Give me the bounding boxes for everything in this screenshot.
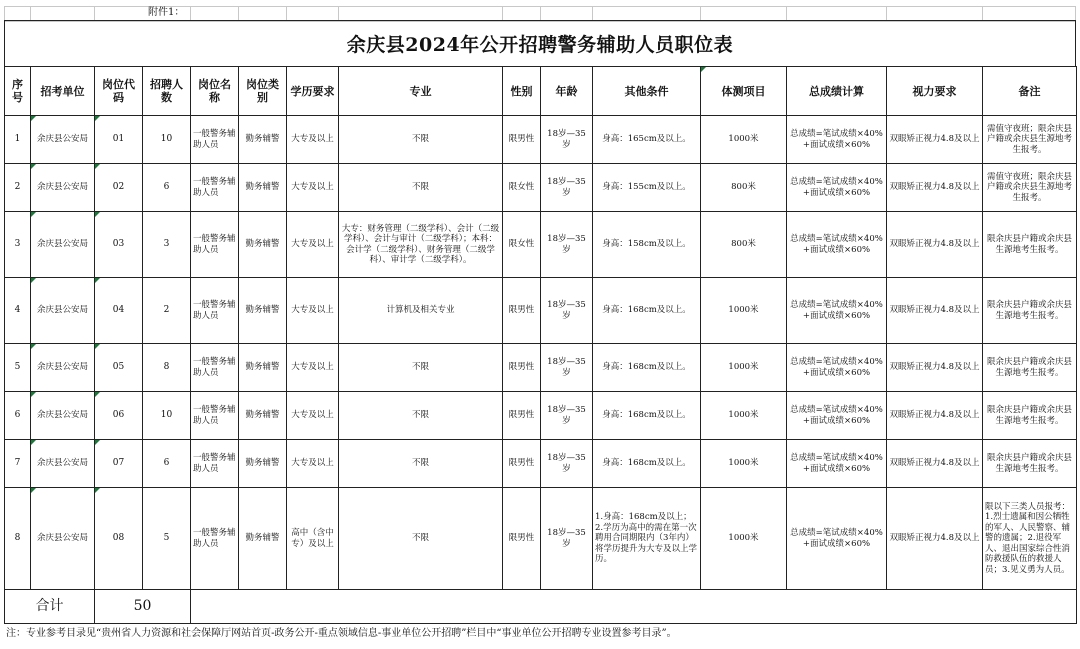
- row-major: 不限: [339, 116, 503, 164]
- row-vision: 双眼矫正视力4.8及以上: [887, 488, 983, 590]
- header-age: 年龄: [541, 67, 593, 116]
- row-seq: 8: [5, 488, 31, 590]
- row-major: 不限: [339, 488, 503, 590]
- header-category: 岗位类别: [239, 67, 287, 116]
- total-label: 合计: [5, 590, 95, 624]
- row-major: 计算机及相关专业: [339, 278, 503, 344]
- row-unit: 余庆县公安局: [31, 440, 95, 488]
- row-unit: 余庆县公安局: [31, 392, 95, 440]
- row-other: 身高：155cm及以上。: [593, 164, 701, 212]
- row-seq: 2: [5, 164, 31, 212]
- row-other: 身高：168cm及以上。: [593, 278, 701, 344]
- row-age: 18岁—35岁: [541, 344, 593, 392]
- row-unit: 余庆县公安局: [31, 344, 95, 392]
- row-test: 1000米: [701, 440, 787, 488]
- row-edu: 大专及以上: [287, 116, 339, 164]
- row-score: 总成绩=笔试成绩×40%+面试成绩×60%: [787, 164, 887, 212]
- table-row: [5, 116, 1077, 164]
- row-vision: 双眼矫正视力4.8及以上: [887, 344, 983, 392]
- header-remark: 备注: [983, 67, 1077, 116]
- row-category: 勤务辅警: [239, 440, 287, 488]
- row-count: 5: [143, 488, 191, 590]
- row-gender: 限男性: [503, 488, 541, 590]
- row-code: 01: [95, 116, 143, 164]
- row-name: 一般警务辅助人员: [191, 440, 239, 488]
- header-major: 专业: [339, 67, 503, 116]
- total-count: 50: [95, 590, 191, 624]
- row-other: 身高：168cm及以上。: [593, 392, 701, 440]
- row-edu: 高中（含中专）及以上: [287, 488, 339, 590]
- row-category: 勤务辅警: [239, 164, 287, 212]
- row-other: 身高：168cm及以上。: [593, 440, 701, 488]
- row-test: 800米: [701, 212, 787, 278]
- row-vision: 双眼矫正视力4.8及以上: [887, 116, 983, 164]
- row-gender: 限男性: [503, 278, 541, 344]
- row-code: 07: [95, 440, 143, 488]
- row-remark: 限余庆县户籍或余庆县生源地考生报考。: [983, 392, 1077, 440]
- row-other: 身高：165cm及以上。: [593, 116, 701, 164]
- row-gender: 限男性: [503, 344, 541, 392]
- row-score: 总成绩=笔试成绩×40%+面试成绩×60%: [787, 344, 887, 392]
- header-name: 岗位名称: [191, 67, 239, 116]
- row-age: 18岁—35岁: [541, 440, 593, 488]
- row-count: 6: [143, 164, 191, 212]
- row-gender: 限男性: [503, 440, 541, 488]
- row-remark: 限余庆县户籍或余庆县生源地考生报考。: [983, 278, 1077, 344]
- row-category: 勤务辅警: [239, 392, 287, 440]
- row-name: 一般警务辅助人员: [191, 116, 239, 164]
- row-edu: 大专及以上: [287, 344, 339, 392]
- row-vision: 双眼矫正视力4.8及以上: [887, 278, 983, 344]
- row-count: 10: [143, 116, 191, 164]
- row-age: 18岁—35岁: [541, 488, 593, 590]
- row-other: 1.身高：168cm及以上；2.学历为高中的需在第一次聘用合同期限内（3年内）将学历提升为大专及以上学历。: [593, 488, 701, 590]
- row-name: 一般警务辅助人员: [191, 344, 239, 392]
- row-code: 05: [95, 344, 143, 392]
- table-row: [5, 344, 1077, 392]
- row-score: 总成绩=笔试成绩×40%+面试成绩×60%: [787, 116, 887, 164]
- row-remark: 需值守夜班；限余庆县户籍或余庆县生源地考生报考。: [983, 116, 1077, 164]
- total-empty: [191, 590, 1077, 624]
- row-count: 10: [143, 392, 191, 440]
- row-name: 一般警务辅助人员: [191, 164, 239, 212]
- row-major: 不限: [339, 344, 503, 392]
- row-test: 1000米: [701, 116, 787, 164]
- header-seq: 序号: [5, 67, 31, 116]
- table-row: [5, 212, 1077, 278]
- table-body: [5, 116, 1077, 590]
- row-major: 不限: [339, 392, 503, 440]
- row-age: 18岁—35岁: [541, 212, 593, 278]
- row-category: 勤务辅警: [239, 278, 287, 344]
- row-gender: 限女性: [503, 212, 541, 278]
- row-seq: 6: [5, 392, 31, 440]
- row-age: 18岁—35岁: [541, 116, 593, 164]
- row-age: 18岁—35岁: [541, 278, 593, 344]
- row-unit: 余庆县公安局: [31, 116, 95, 164]
- table-title: 余庆县2024年公开招聘警务辅助人员职位表: [4, 20, 1076, 66]
- row-edu: 大专及以上: [287, 278, 339, 344]
- row-unit: 余庆县公安局: [31, 488, 95, 590]
- row-gender: 限女性: [503, 164, 541, 212]
- row-test: 1000米: [701, 278, 787, 344]
- row-major: 不限: [339, 164, 503, 212]
- row-score: 总成绩=笔试成绩×40%+面试成绩×60%: [787, 278, 887, 344]
- row-count: 3: [143, 212, 191, 278]
- row-test: 1000米: [701, 488, 787, 590]
- row-vision: 双眼矫正视力4.8及以上: [887, 164, 983, 212]
- row-score: 总成绩=笔试成绩×40%+面试成绩×60%: [787, 488, 887, 590]
- row-vision: 双眼矫正视力4.8及以上: [887, 440, 983, 488]
- row-code: 08: [95, 488, 143, 590]
- row-gender: 限男性: [503, 392, 541, 440]
- row-code: 03: [95, 212, 143, 278]
- row-other: 身高：168cm及以上。: [593, 344, 701, 392]
- row-category: 勤务辅警: [239, 116, 287, 164]
- table-row: [5, 164, 1077, 212]
- row-unit: 余庆县公安局: [31, 278, 95, 344]
- row-edu: 大专及以上: [287, 164, 339, 212]
- position-table: [4, 66, 1077, 624]
- row-age: 18岁—35岁: [541, 392, 593, 440]
- row-seq: 3: [5, 212, 31, 278]
- row-code: 02: [95, 164, 143, 212]
- row-name: 一般警务辅助人员: [191, 212, 239, 278]
- row-score: 总成绩=笔试成绩×40%+面试成绩×60%: [787, 440, 887, 488]
- row-edu: 大专及以上: [287, 212, 339, 278]
- row-score: 总成绩=笔试成绩×40%+面试成绩×60%: [787, 212, 887, 278]
- row-category: 勤务辅警: [239, 344, 287, 392]
- header-other: 其他条件: [593, 67, 701, 116]
- row-remark: 需值守夜班；限余庆县户籍或余庆县生源地考生报考。: [983, 164, 1077, 212]
- row-remark: 限以下三类人员报考：1.烈士遗属和因公牺牲的军人、人民警察、辅警的遗属；2.退役军人、退出国家综合性消防救援队伍的救援人员；3.见义勇为人员。: [983, 488, 1077, 590]
- row-remark: 限余庆县户籍或余庆县生源地考生报考。: [983, 212, 1077, 278]
- row-seq: 7: [5, 440, 31, 488]
- row-category: 勤务辅警: [239, 212, 287, 278]
- row-remark: 限余庆县户籍或余庆县生源地考生报考。: [983, 440, 1077, 488]
- row-seq: 5: [5, 344, 31, 392]
- header-gender: 性别: [503, 67, 541, 116]
- table-row: [5, 488, 1077, 590]
- row-name: 一般警务辅助人员: [191, 278, 239, 344]
- header-count: 招聘人数: [143, 67, 191, 116]
- row-other: 身高：158cm及以上。: [593, 212, 701, 278]
- table-row: [5, 278, 1077, 344]
- row-remark: 限余庆县户籍或余庆县生源地考生报考。: [983, 344, 1077, 392]
- row-major: 不限: [339, 440, 503, 488]
- row-unit: 余庆县公安局: [31, 164, 95, 212]
- row-name: 一般警务辅助人员: [191, 392, 239, 440]
- header-edu: 学历要求: [287, 67, 339, 116]
- row-edu: 大专及以上: [287, 440, 339, 488]
- row-edu: 大专及以上: [287, 392, 339, 440]
- row-code: 04: [95, 278, 143, 344]
- row-seq: 4: [5, 278, 31, 344]
- row-gender: 限男性: [503, 116, 541, 164]
- row-count: 6: [143, 440, 191, 488]
- row-category: 勤务辅警: [239, 488, 287, 590]
- row-count: 8: [143, 344, 191, 392]
- row-score: 总成绩=笔试成绩×40%+面试成绩×60%: [787, 392, 887, 440]
- total-row: [5, 590, 1077, 624]
- header-test: 体测项目: [701, 67, 787, 116]
- header-row: [5, 67, 1077, 116]
- row-major: 大专：财务管理（二级学科）、会计（二级学科）、会计与审计（二级学科）；本科：会计学（二级学科）、财务管理（二级学科）、审计学（二级学科）。: [339, 212, 503, 278]
- row-age: 18岁—35岁: [541, 164, 593, 212]
- row-test: 1000米: [701, 344, 787, 392]
- header-unit: 招考单位: [31, 67, 95, 116]
- header-vision: 视力要求: [887, 67, 983, 116]
- row-test: 1000米: [701, 392, 787, 440]
- row-name: 一般警务辅助人员: [191, 488, 239, 590]
- header-code: 岗位代码: [95, 67, 143, 116]
- table-row: [5, 440, 1077, 488]
- row-vision: 双眼矫正视力4.8及以上: [887, 212, 983, 278]
- footnote: 注：专业参考目录见“贵州省人力资源和社会保障厅网站首页-政务公开-重点领域信息-事业单位公开招聘”栏目中“事业单位公开招聘专业设置参考目录”。: [6, 628, 677, 639]
- row-count: 2: [143, 278, 191, 344]
- header-score: 总成绩计算: [787, 67, 887, 116]
- row-seq: 1: [5, 116, 31, 164]
- row-unit: 余庆县公安局: [31, 212, 95, 278]
- table-row: [5, 392, 1077, 440]
- attachment-label: 附件1：: [148, 7, 185, 18]
- row-test: 800米: [701, 164, 787, 212]
- row-code: 06: [95, 392, 143, 440]
- row-vision: 双眼矫正视力4.8及以上: [887, 392, 983, 440]
